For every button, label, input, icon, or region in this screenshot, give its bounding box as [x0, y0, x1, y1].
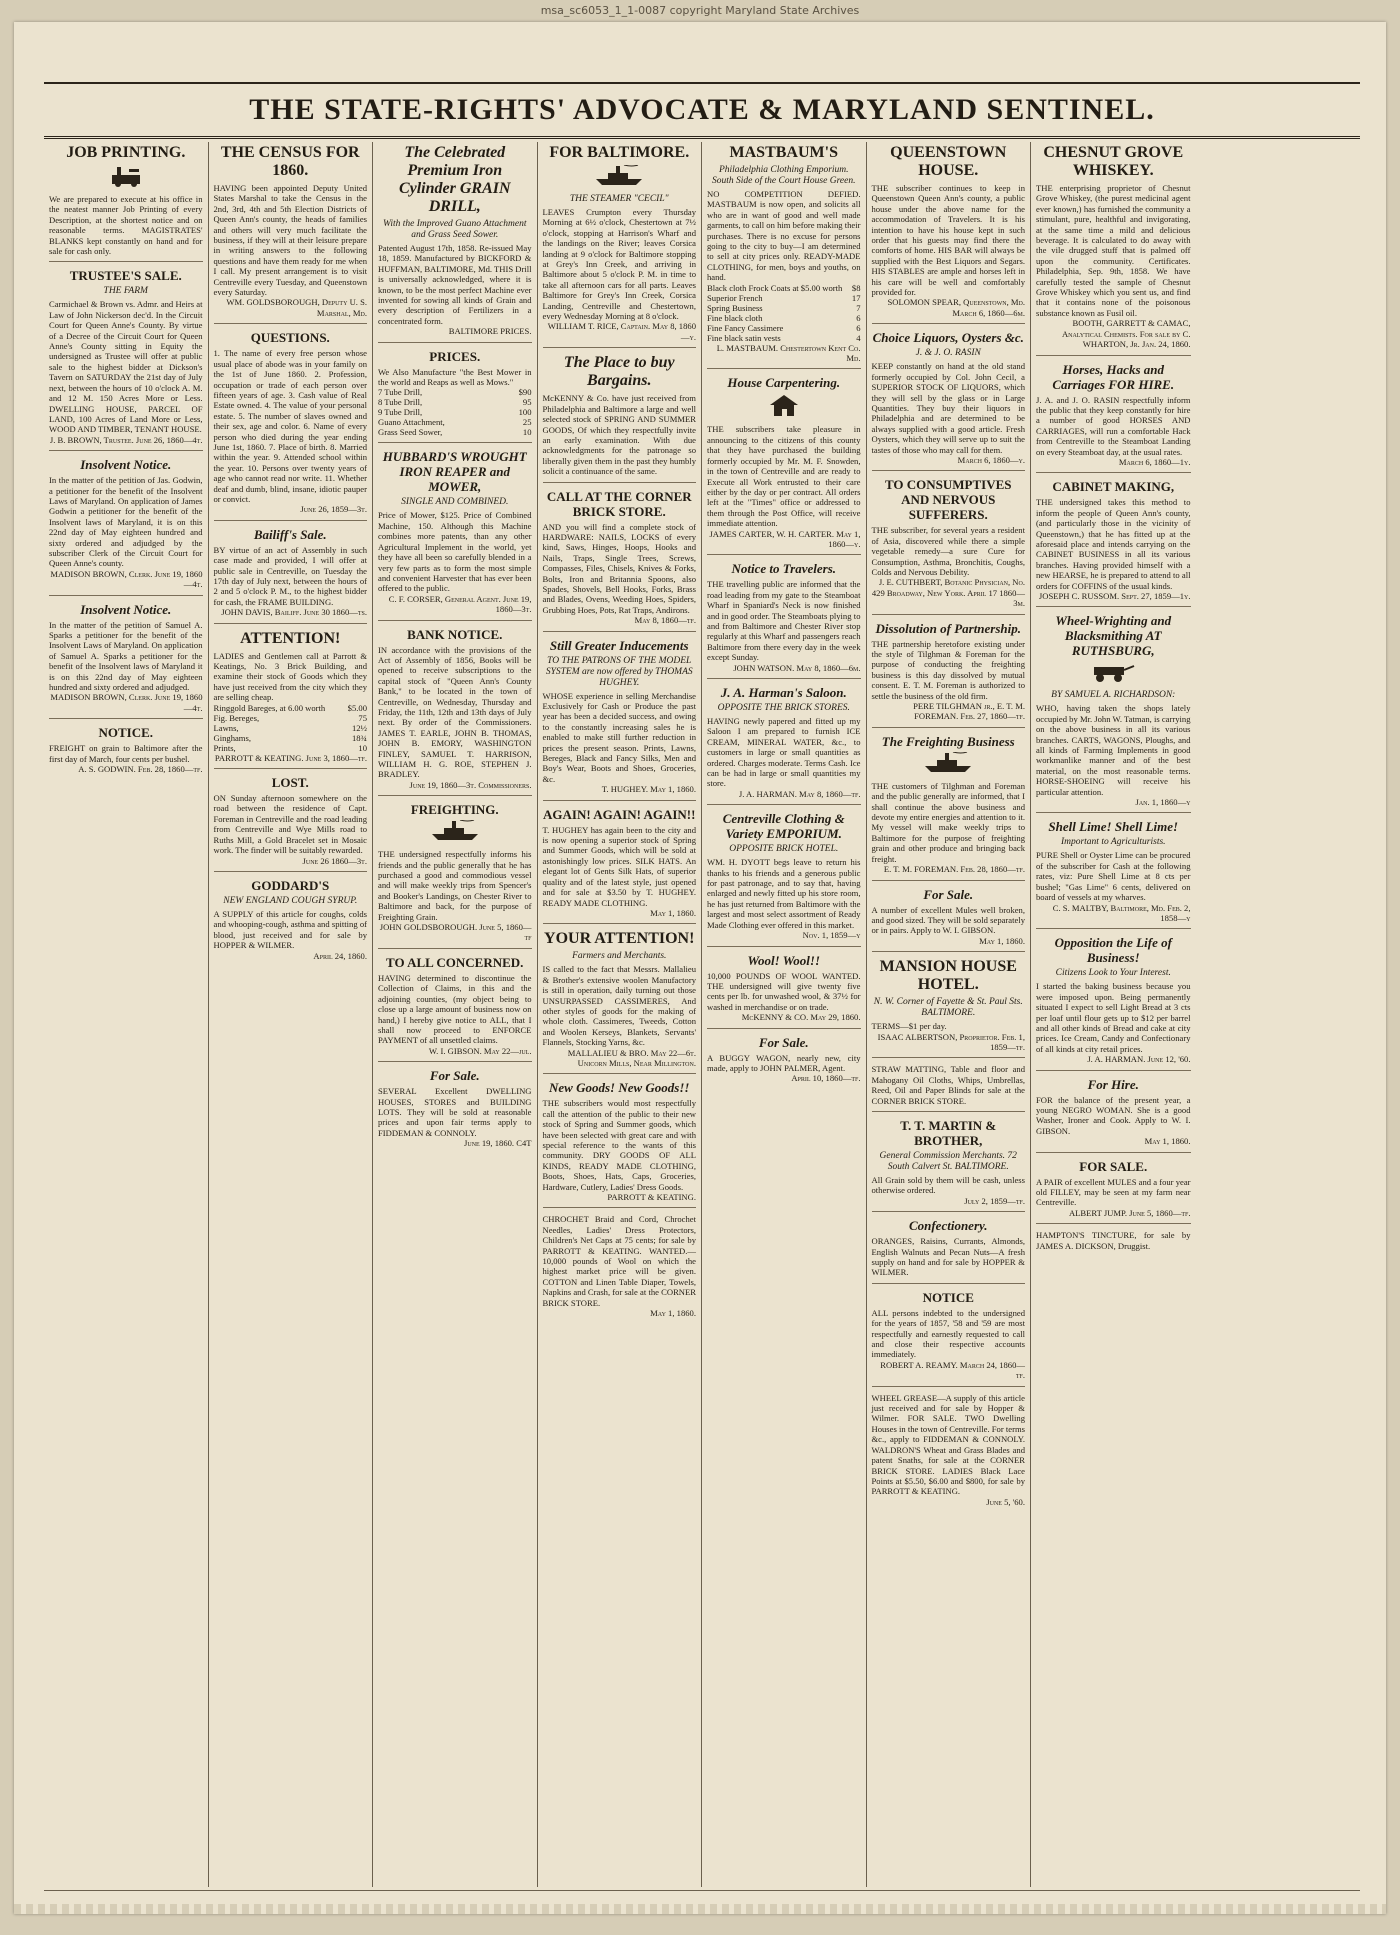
ad-heading: YOUR ATTENTION! [544, 930, 695, 948]
price-item: Grass Seed Sower, [378, 427, 443, 438]
advertisement [543, 638, 697, 801]
column-4 [538, 142, 703, 1887]
advertisement [378, 349, 532, 444]
advertisement [872, 1064, 1026, 1112]
advertisement [707, 953, 861, 1029]
advertisement [214, 330, 368, 521]
ad-body: SEVERAL Excellent DWELLING HOUSES, STORES and BUILDING LOTS. They will be sold at reasonable prices and upon fair terms apply to FIDDEMAN & CONNOLY. [378, 1086, 532, 1138]
ad-heading: The Freighting Business [881, 733, 1015, 749]
advertisement [707, 144, 861, 369]
ad-body: Patented August 17th, 1858. Re-issued May 18, 1859. Manufactured by BICKFORD & HUFFMAN, BALTIMORE, Md. THIS Drill is universally acknowledged, where it is known, to be the most perfect Machine ever invented for sowing all kinds of Grain and every description of Fertilizers in a concentrated form. [378, 243, 532, 326]
ad-body: HAVING been appointed Deputy United States Marshal to take the Census in the 2nd, 3rd, 4th and 5th Election Districts of Queen Ann's county, the heads of families and others will very much facilitate the business, if they will at their leisure prepare in writing answers to the following questions and have them ready for me when I call. My present arrangement is to visit Centreville every Tuesday, and Queenstown every Saturday. [213, 183, 367, 298]
advertisement [49, 602, 203, 720]
ad-heading: Confectionery. [908, 1218, 988, 1234]
ad-subheading: N. W. Corner of Fayette & St. Paul Sts. BALTIMORE. [873, 997, 1023, 1019]
ad-heading: Opposition the Life of Business! [1054, 935, 1172, 966]
ad-heading: Bailiff's Sale. [253, 526, 327, 542]
ad-signature: ALBERT JUMP. June 5, 1860—tf. [1068, 1207, 1191, 1218]
advertisement [707, 375, 861, 555]
advertisement [707, 685, 861, 805]
ad-signature: Nov. 1, 1859—y [802, 930, 861, 941]
price-row [214, 733, 368, 743]
ad-heading: Centreville Clothing & Variety EMPORIUM. [722, 811, 845, 842]
ad-subheading: BY SAMUEL A. RICHARDSON: [1051, 690, 1176, 701]
price-item: Superior French [707, 292, 763, 303]
ad-signature: C. S. MALTBY, Baltimore, Md. Feb. 2, 1858—y [1052, 902, 1191, 923]
ad-heading: CABINET MAKING, [1052, 479, 1175, 495]
price-item: Ginghams, [213, 732, 251, 743]
advertisement [1036, 1230, 1191, 1256]
price-item: Lawns, [213, 722, 239, 733]
ad-body: J. A. and J. O. RASIN respectfully inform the public that they keep constantly for hire a number of good HORSES AND CARRIAGES, will run a comfortable Hack from Centreville to the Steamboat Landing on every Steamboat day, at the usual rates. [1036, 394, 1191, 457]
price-row [707, 283, 861, 293]
advertisement [872, 734, 1026, 881]
price-list [378, 387, 532, 437]
ad-signature: JAMES CARTER, W. H. CARTER. May 1, 1860—y. [709, 528, 861, 549]
advertisement [872, 621, 1026, 728]
ad-heading: Shell Lime! Shell Lime! [1048, 819, 1179, 835]
ad-signature: JOHN DAVIS, Bailiff. June 30 1860—ts. [221, 607, 367, 618]
ad-body: THE subscribers would most respectfully call the attention of the public to their new stock of Spring and Summer goods, which have been selected with great care and with special reference to the wants of this community. DRY GOODS OF ALL KINDS, READY MADE CLOTHING, Boots, Shoes, Hats, Caps, Groceries, Hardware, Cutlery, Ladies' Dress Goods. [542, 1098, 696, 1192]
ad-body: PURE Shell or Oyster Lime can be procured of the subscriber for Cash at the following rates, viz: Pure Shell Lime at 8 cts per bushel; "Gas Lime" 6 cents, delivered on board of vessels at my wharves. [1036, 850, 1191, 903]
advertisement [1036, 819, 1191, 929]
ad-body: All Grain sold by them will be cash, unless otherwise ordered. [871, 1174, 1025, 1196]
ad-heading: FREIGHTING. [410, 802, 499, 818]
ad-signature: May 1, 1860. [650, 907, 696, 918]
ad-heading: Insolvent Notice. [80, 601, 172, 617]
ad-body: STRAW MATTING, Table and floor and Mahogany Oil Cloths, Whips, Umbrellas, Reed, Oil and Paper Blinds for sale at the CORNER BRICK STORE. [871, 1064, 1025, 1106]
ad-subheading: SINGLE AND COMBINED. [401, 497, 509, 508]
ad-signature: T. HUGHEY. May 1, 1860. [601, 784, 696, 795]
ad-signature: McKENNY & CO. May 29, 1860. [741, 1012, 861, 1023]
advertisement [378, 144, 532, 343]
advertisement [872, 477, 1026, 614]
ad-heading: J. A. Harman's Saloon. [720, 685, 847, 700]
ad-signature: BOOTH, GARRETT & CAMAC, Analytical Chemists. For sale by C. WHARTON, Jr. Jan. 24, 1860. [1061, 318, 1191, 350]
price-item: Fine Fancy Cassimere [707, 322, 784, 333]
ad-body: FOR the balance of the present year, a young NEGRO WOMAN. She is a good Washer, Ironer and Cook. Apply to W. I. GIBSON. [1036, 1094, 1191, 1136]
ad-signature: WILLIAM T. RICE, Captain. May 8, 1860—y. [547, 321, 696, 342]
ad-heading: For Sale. [923, 886, 974, 902]
ad-body: THE travelling public are informed that the road leading from my gate to the Steamboat Wharf in Spaniard's Neck is now finished and in good order. The Steamboats plying to and from Baltimore and Chester River stop regularly at this Wharf and passengers reach Baltimore from there every day in the week except Sunday. [707, 579, 861, 663]
advertisement [1036, 362, 1191, 474]
advertisement [49, 725, 203, 779]
ad-body: ON Sunday afternoon somewhere on the road between the residence of Capt. Foreman in Centreville and the road leading from Centreville and Wye Mills road to Ruths Mill, a Gold Bracelet set in Mosaic work. The finder will be suitably rewarded. [213, 793, 367, 856]
ad-body: IS called to the fact that Messrs. Mallalieu & Brother's extensive woolen Manufactory is still in operation, daily turning out those UNSURPASSED CASSIMERES, And other styles of goods for the making of whole cloth. Cassimeres, Tweeds, Cotton and Woolen Kerseys, Blankets, Servants' Flannels, Stocking Yarns, &c. [542, 964, 696, 1048]
ad-signature: MALLALIEU & BRO. May 22—6t. Unicorn Mills, Near Millington. [567, 1047, 696, 1068]
ad-signature: PARROTT & KEATING. June 3, 1860—tf. [214, 752, 367, 763]
ad-signature: May 1, 1860. [650, 1308, 696, 1319]
ad-body: LEAVES Crumpton every Thursday Morning at 6½ o'clock, Chestertown at 7½ o'clock, stopping at Harrison's Wharf and the landings on the River; leaves Corsica landing at 9 o'clock for Baltimore stopping at Grey's Inn Creek, and arriving in Baltimore about 5 o'clock P. M. in time to take all afternoon cars for all parts. Leaves Baltimore for Grey's Inn Creek, Corsica Landing, Centreville and Chestertown, every Wednesday Morning at 8 o'clock. [542, 207, 696, 322]
ad-body: A number of excellent Mules well broken, and good sized. They will be sold separately or in pairs. Apply to W. I. GIBSON. [871, 904, 1025, 936]
price-value: $8 [851, 282, 861, 293]
columns [44, 142, 1360, 1887]
price-value: 17 [851, 292, 861, 303]
price-row [707, 323, 861, 333]
advertisement [378, 627, 532, 797]
price-row [214, 713, 368, 723]
price-value: 7 [856, 302, 861, 313]
ad-heading: Horses, Hacks and Carriages FOR HIRE. [1052, 361, 1175, 392]
ad-body: Price of Mower, $125. Price of Combined Machine, 150. Although this Machine combines more patents, than any other Agricultural Implement in the world, yet they have all been so carefully blended in a very few parts as to form the most simple and convenient Harvester that has ever been offered to the public. [378, 510, 532, 594]
advertisement [214, 878, 368, 966]
advertisement [1036, 1159, 1191, 1225]
price-item: Black cloth Frock Coats at $5.00 worth [707, 282, 843, 293]
ad-heading: Dissolution of Partnership. [875, 620, 1022, 636]
ad-signature: March 6, 1860—y. [957, 454, 1025, 465]
ad-heading: For Sale. [429, 1068, 480, 1084]
ad-signature: April 24, 1860. [313, 950, 367, 961]
advertisement [1036, 479, 1191, 607]
ad-subheading: NEW ENGLAND COUGH SYRUP. [223, 895, 358, 906]
steamboat-icon [378, 820, 532, 847]
ad-heading: House Carpentering. [727, 375, 841, 391]
price-row [707, 333, 861, 343]
ad-subheading: J. & J. O. RASIN [915, 348, 981, 359]
advertisement [1036, 144, 1191, 356]
price-row [707, 303, 861, 313]
ad-signature: May 1, 1860. [1144, 1136, 1191, 1147]
ad-body: A SUPPLY of this article for coughs, colds and whooping-cough, asthma and spitting of blood, just received and for sale by HOPPER & WILMER. [213, 908, 367, 951]
ad-body: 10,000 POUNDS OF WOOL WANTED. THE undersigned will give twenty five cents per lb. for unwashed wool, & 37½ for washed in merchandise or on trade. [707, 970, 861, 1012]
ad-subheading: Farmers and Merchants. [572, 951, 667, 962]
ad-subheading: THE FARM [103, 286, 148, 297]
ad-heading: QUEENSTOWN HOUSE. [890, 144, 1007, 179]
price-value: 95 [522, 397, 532, 408]
ad-signature: SOLOMON SPEAR, Queenstown, Md. March 6, 1860—6m. [887, 297, 1025, 318]
ad-body: In the matter of the petition of Samuel A. Sparks a petitioner for the benefit of the Insolvent Laws of Maryland. On application of Samuel A. Sparks a petitioner for the benefit of the Insolvent laws of Maryland it is on this 22nd day of May eighteen hundred and sixty ordered and adjudged. [49, 619, 203, 693]
price-item: Ringgold Bareges, at 6.00 worth [213, 702, 326, 713]
ad-body: WHOSE experience in selling Merchandise Exclusively for Cash or Produce the past year has been a decided success, and owing to the constantly increasing sales he is enabled to make still further reduction in prices the present season. Prints, Lawns, Bereges, Black and Fancy Silks, Men and Boy's Wear, Boots and Shoes, Groceries, &c. [542, 690, 696, 784]
ad-body: McKENNY & Co. have just received from Philadelphia and Baltimore a large and well selected stock of SPRING AND SUMMER GOODS, Of which they respectfully invite an early examination. With due acknowledgments for the patronage so liberally given them in the past they humbly solicit a continuance of the same. [542, 393, 696, 477]
steamboat-icon [872, 752, 1026, 779]
price-row [214, 703, 368, 713]
ad-subheading: Citizens Look to Your Interest. [1055, 968, 1171, 979]
price-value: 18¾ [351, 732, 367, 743]
price-value: 10 [522, 427, 532, 438]
ad-body: I started the baking business because you were imposed upon. Being permanently situated I expect to sell Light Bread at 3 cts per loaf until flour gets up to $12 per barrel and all other kinds of Bread and cake at city prices. Ice Cream, Candy and Confectionary of all kinds at city retail prices. [1036, 981, 1191, 1054]
price-value: $90 [518, 387, 532, 398]
ad-body: In the matter of the petition of Jas. Godwin, a petitioner for the benefit of the Insolvent Laws of Maryland. On application of James Godwin a petitioner for the benefit of the Insolvent laws of Maryland, it is on this 22nd day of May eighteen hundred and sixty ordered and adjudged by the subscriber Clerk of the Circuit Court for Queen Anne's county. [49, 475, 203, 569]
ad-body: ORANGES, Raisins, Currants, Almonds, English Walnuts and Pecan Nuts—A fresh supply on hand and for sale by HOPPER & WILMER. [871, 1236, 1025, 1278]
printing-press-icon [49, 165, 203, 192]
ad-subheading: With the Improved Guano Attachment and Grass Seed Sower. [382, 219, 527, 240]
ad-signature: April 10, 1860—tf. [791, 1073, 861, 1084]
ad-heading: For Sale. [758, 1034, 809, 1050]
ad-signature: July 2, 1859—tf. [964, 1195, 1025, 1206]
ad-body: TERMS—$1 per day. [871, 1021, 947, 1032]
ad-signature: J. A. HARMAN. May 8, 1860—tf. [738, 788, 861, 799]
ad-body: ALL persons indebted to the undersigned for the years of 1857, '58 and '59 are most respectfully and earnestly requested to call and close their respective accounts immediately. [871, 1307, 1025, 1360]
ad-body: IN accordance with the provisions of the Act of Assembly of 1856, Books will be opened to receive subscriptions to the capital stock of "Queen Ann's County Bank," to be located in the town of Centreville, on Wednesday, Thursday and Friday, the 11th, 12th and 13th days of July next. By order of the Commissioners. JAMES T. EARLE, JOHN B. THOMAS, JOHN B. EMORY, WASHINGTON FINLEY, SAMUEL T. HARRISON, WILLIAM H. G. ROE, STEPHEN J. BRADLEY. [378, 644, 532, 780]
advertisement [872, 887, 1026, 953]
ad-heading: BANK NOTICE. [407, 626, 503, 642]
ad-body: LADIES and Gentlemen call at Parrott & Keatings, No. 3 Brick Building, and examine their stock of Goods which they have just received from the city which they are selling cheap. [213, 650, 367, 703]
price-value: 75 [358, 712, 367, 723]
advertisement [872, 1218, 1026, 1284]
ad-signature: JOHN WATSON. May 8, 1860—6m. [733, 662, 861, 673]
ad-signature: June 26 1860—3t. [302, 855, 367, 866]
ad-body: THE subscribers take pleasure in announcing to the citizens of this county that they have purchased the building formerly occupied by Mr. M. F. Snowden, in the town of Centreville and are ready to Execute all Work entrusted to their care either by the day or per contract. All orders left at the "Times" office or addressed to them through the Post Office, will receive immediate attention. [707, 424, 861, 529]
ad-body: T. HUGHEY has again been to the city and is now opening a superior stock of Spring and Summer Goods, which will be sold at astonishingly low prices. SILK HATS. An elegant lot of Gents Silk Hats, of superior quality and of the latest style, just opened and for sale at $3.50 by T. HUGHEY. READY MADE CLOTHING. [542, 824, 696, 908]
advertisement [872, 1290, 1026, 1387]
ad-body: NO COMPETITION DEFIED. MASTBAUM is now open, and solicits all who are in want of good and well made garments, to call on him before making their purchases. There is no excuse for persons going to the city to buy—I am determined to sell at city prices only. READY-MADE CLOTHING, for men, boys and youths, on hand. [707, 189, 861, 283]
advertisement [49, 144, 203, 262]
ad-heading: Insolvent Notice. [80, 457, 172, 473]
ad-signature: June 19, 1860—3t. Commissioners. [409, 779, 532, 790]
ad-signature: May 1, 1860. [979, 935, 1025, 946]
advertisement [214, 630, 368, 769]
column-5 [702, 142, 867, 1887]
ad-body: BY virtue of an act of Assembly in such case made and provided, I will offer at public sale in Centreville, on Tuesday the 17th day of July next, between the hours of 2 and 5 o'clock P. M., to the highest bidder for cash, the FRAME BUILDING. [213, 544, 367, 607]
ad-body: A PAIR of excellent MULES and a four year old FILLEY, may be seen at my farm near Centreville. [1036, 1176, 1191, 1208]
advertisement [543, 1214, 697, 1323]
price-item: Prints, [213, 742, 236, 753]
price-item: Spring Business [707, 302, 763, 313]
price-value: 12½ [351, 722, 367, 733]
ad-heading: The Place to buy Bargains. [563, 354, 675, 390]
advertisement [378, 802, 532, 949]
ad-subheading: Important to Agriculturists. [1060, 837, 1166, 848]
price-row [707, 293, 861, 303]
price-row [378, 387, 532, 397]
newspaper-title: THE STATE-RIGHTS' ADVOCATE & MARYLAND SENTINEL. [249, 93, 1155, 126]
price-item: 8 Tube Drill, [378, 397, 423, 408]
advertisement [872, 1118, 1026, 1212]
ad-body: THE subscriber continues to keep in Queenstown Queen Ann's county, a public house under the above name for the accommodation of Travelers. It is his intention to have his house kept in such order that his guests may find there the comforts of home. HIS BAR will always be supplied with the Best Liquors and Segars. HIS STABLES are ample and horses left in his care will be well and comfortably provided for. [871, 183, 1025, 298]
wagon-icon [1036, 661, 1191, 688]
price-item: 9 Tube Drill, [378, 407, 423, 418]
ad-heading: TRUSTEE'S SALE. [69, 268, 182, 284]
price-row [378, 397, 532, 407]
ad-signature: Jan. 1, 1860—y [1135, 797, 1191, 808]
price-item: Fig. Bereges, [213, 712, 260, 723]
ad-heading: THE CENSUS FOR 1860. [220, 144, 360, 179]
ad-heading: PRICES. [429, 348, 481, 364]
house-icon [707, 393, 861, 422]
price-row [214, 723, 368, 733]
price-row [707, 313, 861, 323]
price-value: 10 [358, 742, 367, 753]
advertisement [214, 775, 368, 872]
ad-heading: T. T. MARTIN & BROTHER, [900, 1117, 997, 1148]
price-item: Fine black cloth [707, 312, 763, 323]
ad-body: WM. H. DYOTT begs leave to return his thanks to his friends and a generous public for past patronage, and to say that, having enlarged and newly fitted up his store room, he has just returned from Baltimore with the largest and most select assortment of Ready Made Clothing ever offered in this market. [707, 857, 861, 930]
price-item: 7 Tube Drill, [378, 387, 423, 398]
ad-signature: W. I. GIBSON. May 22—jul. [428, 1045, 532, 1056]
ad-heading: Still Greater Inducements [549, 637, 689, 653]
ad-signature: MADISON BROWN, Clerk. June 19, 1860—4t. [50, 692, 203, 713]
ad-subheading: Philadelphia Clothing Emporium. South Side of the Court House Green. [712, 165, 856, 186]
price-value: 4 [856, 332, 861, 343]
ad-body: THE undersigned respectfully informs his friends and the public generally that he has purchased a good and commodious vessel and will make weekly trips from Spencer's and Booker's Landings, on Chester River to Baltimore and back, for the purpose of Freighting Grain. [378, 849, 532, 922]
ad-heading: QUESTIONS. [250, 330, 330, 346]
ad-signature: PARROTT & KEATING. [607, 1192, 696, 1203]
archive-copyright-line: msa_sc6053_1_1-0087 copyright Maryland State Archives [540, 4, 860, 17]
ad-signature: June 26, 1859—3t. [300, 504, 367, 515]
ad-signature: C. F. CORSER, General Agent. June 19, 1860—3t. [388, 593, 532, 615]
ad-heading: Choice Liquors, Oysters &c. [872, 330, 1024, 346]
ad-body: THE subscriber, for several years a resident of Asia, discovered while there a simple vegetable remedy—a sure Cure for Consumption, Asthma, Bronchitis, Coughs, Colds and Nervous Debility. [871, 525, 1025, 577]
ad-heading: NOTICE. [98, 725, 154, 741]
advertisement [872, 144, 1026, 324]
price-item: Fine black satin vests [707, 332, 781, 343]
ad-subheading: General Commission Merchants. 72 South Calvert St. BALTIMORE. [879, 1150, 1017, 1172]
ad-heading: Wool! Wool!! [747, 952, 821, 968]
ad-heading: HUBBARD'S WROUGHT IRON REAPER and MOWER, [382, 449, 527, 495]
ad-body: We are prepared to execute at his office in the neatest manner Job Printing of every Description, at the shortest notice and on reasonable terms. MAGISTRATES' BLANKS kept constantly on hand and for sale for cash only. [49, 194, 203, 257]
advertisement [707, 561, 861, 679]
advertisement [872, 958, 1026, 1058]
ad-signature: June 5, '60. [986, 1496, 1025, 1507]
ad-heading: New Goods! New Goods!! [549, 1080, 690, 1096]
advertisement [49, 457, 203, 595]
ad-body: HAMPTON'S TINCTURE, for sale by JAMES A. DICKSON, Druggist. [1036, 1230, 1191, 1251]
ad-signature: ISAAC ALBERTSON, Proprietor. Feb. 1, 1859—tf. [877, 1031, 1025, 1052]
ad-body: WHO, having taken the shops lately occupied by Mr. John W. Tatman, is carrying on the above business in all its various branches. CARTS, WAGONS, Ploughs, and all kinds of Farming Implements in good workmanlike manner and of the best material, on the most reasonable terms. HORSE-SHOEING will receive his particular attention. [1036, 703, 1191, 797]
ad-heading: For Hire. [1087, 1076, 1139, 1092]
steamboat-icon [543, 165, 697, 192]
ad-body: FREIGHT on grain to Baltimore after the first day of March, four cents per bushel. [49, 743, 203, 764]
price-value: 25 [522, 417, 532, 428]
ad-heading: Wheel-Wrighting and Blacksmithing AT RUTHSBURG, [1055, 613, 1172, 659]
advertisement [543, 807, 697, 925]
ad-signature: MADISON BROWN, Clerk. June 19, 1860—4t. [50, 568, 203, 590]
ad-signature: June 19, 1860. C4T [464, 1138, 532, 1149]
ad-heading: AGAIN! AGAIN! AGAIN!! [543, 806, 696, 822]
masthead [44, 82, 1360, 139]
ad-heading: JOB PRINTING. [66, 144, 186, 161]
advertisement [707, 1035, 861, 1089]
ad-signature: JOSEPH C. RUSSOM. Sept. 27, 1859—1y. [1038, 591, 1191, 601]
ad-body: HAVING determined to discontinue the Collection of Claims, in this and the adjoining counties, (my object being to close up a large amount of business now on hand,) I hereby give notice to ALL, that I shall now proceed to ENFORCE PAYMENT of all unsettled claims. [378, 972, 532, 1046]
ad-body: A BUGGY WAGON, nearly new, city made, apply to JOHN PALMER, Agent. [707, 1052, 861, 1073]
price-value: $5.00 [347, 702, 367, 713]
advertisement [1036, 613, 1191, 813]
ad-heading: CALL AT THE CORNER BRICK STORE. [546, 488, 692, 519]
advertisement [1036, 1077, 1191, 1153]
ad-signature: J. E. CUTHBERT, Botanic Physician, No. 429 Broadway, New York. April 17 1860—3m. [871, 577, 1025, 609]
price-row [378, 427, 532, 437]
column-2 [209, 142, 374, 1887]
ad-signature: March 6, 1860—1y. [1118, 456, 1191, 467]
ad-heading: FOR BALTIMORE. [549, 144, 690, 161]
advertisement [543, 1080, 697, 1208]
ad-body: HAVING newly papered and fitted up my Saloon I am prepared to furnish ICE CREAM, MINERAL WATER, &c., to customers in large or small quantities as ordered. Charges moderate. Terms Cash. Ice can be had in large or small quantities my store. [707, 716, 861, 789]
advertisement [707, 811, 861, 946]
advertisement [378, 449, 532, 620]
ad-signature: J. A. HARMAN. June 12, '60. [1087, 1054, 1191, 1065]
advertisement [543, 489, 697, 632]
ad-body: We Also Manufacture "the Best Mower in the world and Reaps as well as Mows." [378, 366, 532, 388]
ad-body: 1. The name of every free person whose usual place of abode was in your family on the 1st of June 1860. 2. Profession, occupation or trade of each person over fifteen years of age. 3. Cash value of Real Estate owned. 4. The value of your personal estate. 5. The number of slaves owned and their sex, age and color. 6. Name of every person who died during the year ending June 1st, 1860. 7. Place of birth. 8. Married within the year. 9. Attended school within the year. 10. Persons over twenty years of age who cannot read nor write. 11. Whether deaf and dumb, blind, insane, idiotic pauper or convict. [213, 348, 367, 504]
price-value: 100 [518, 407, 532, 418]
ad-heading: NOTICE [922, 1289, 974, 1305]
price-row [378, 417, 532, 427]
ad-heading: CHESNUT GROVE WHISKEY. [1043, 144, 1184, 179]
advertisement [872, 1393, 1026, 1512]
ad-heading: GODDARD'S [251, 877, 330, 893]
ad-signature: ROBERT A. REAMY. March 24, 1860—tf. [880, 1359, 1025, 1381]
price-value: 6 [856, 322, 861, 333]
ad-signature: PERE TILGHMAN jr., E. T. M. FOREMAN. Feb. 27, 1860—tf. [913, 701, 1025, 722]
ad-signature: May 8, 1860—tf. [634, 615, 696, 626]
ad-body: AND you will find a complete stock of HARDWARE: NAILS, LOCKS of every kind, Saws, Hinges, Hoops, Hooks and Nails, Traps, Single Trees, Screws, Compasses, Files, Chisels, Knives & Forks, Bolts, Iron and Britannia Spoons, also Spades, Shovels, Bell Hooks, Forks, Brass and Blades, Ovens, Weeding Hoes, Spiders, Grubbing Hoes, Pots, Rat Traps, Andirons. [542, 521, 696, 615]
ad-heading: ATTENTION! [240, 629, 341, 647]
price-list [214, 703, 368, 753]
ad-subheading: TO THE PATRONS OF THE MODEL SYSTEM are now offered by THOMAS HUGHEY. [545, 655, 693, 688]
ad-signature: A. S. GODWIN. Feb. 28, 1860—tf. [78, 764, 203, 775]
ad-body: KEEP constantly on hand at the old stand formerly occupied by Col. John Cecil, a SUPERIOR STOCK OF LIQUORS, which they will sell by the glass or in Large Quantities. They buy their liquors in Philadelphia and are determined to be always supplied with a good article. Fresh Oysters, which they will serve up to suit the tastes of those who may call for them. [871, 361, 1025, 455]
advertisement [378, 1068, 532, 1153]
ad-signature: L. MASTBAUM. Chestertown Kent Co. Md. [716, 342, 861, 364]
advertisement [1036, 935, 1191, 1070]
column-3 [373, 142, 538, 1887]
price-item: Guano Attachment, [378, 417, 445, 428]
ad-signature: J. B. BROWN, Trustee. June 26, 1860—4t. [49, 434, 203, 445]
ad-heading: The Celebrated Premium Iron Cylinder GRAIN DRILL, [398, 144, 511, 215]
torn-edge [14, 1904, 1386, 1914]
column-7 [1031, 142, 1196, 1887]
ad-body: THE enterprising proprietor of Chesnut Grove Whiskey, (the purest medicinal agent ever known,) has furnished the community a stimulant, pure, healthful and invigorating, at the same time a mild and delicious beverage. It is calculated to do away with the vile drugged stuff that is palmed off upon the community. Certificates. Philadelphia, Sep. 9th, 1858. We have carefully tested the sample of Chesnut Grove Whiskey which you sent us, and find that it contains none of the poisonous substance known as Fusil oil. [1036, 183, 1191, 318]
ad-heading: MASTBAUM'S [729, 144, 838, 161]
ad-body: Carmichael & Brown vs. Admr. and Heirs at Law of John Nickerson dec'd. In the Circuit Court for Queen Anne's County. By virtue of a Decree of the Circuit Court for Queen Anne's County sitting in Equity the undersigned as Trustee will offer at public sale to the highest bidder at Dickson's Tavern on SATURDAY the 21st day of July next, between the hours of 10 o'clock A. M. and 12 M. 150 Acres More or Less. DWELLING HOUSE, PARCEL OF LAND, 100 Acres of Land More or Less, WOOD AND TIMBER, TENANT HOUSE. [49, 299, 203, 435]
ad-subheading: OPPOSITE THE BRICK STORES. [717, 703, 850, 713]
advertisement [543, 930, 697, 1074]
price-row [214, 743, 368, 753]
ad-heading: FOR SALE. [1079, 1158, 1148, 1174]
ad-signature: WM. GOLDSBOROUGH, Deputy U. S. Marshal, Md. [226, 297, 367, 318]
ad-heading: TO CONSUMPTIVES AND NERVOUS SUFFERERS. [884, 477, 1012, 523]
column-1 [44, 142, 209, 1887]
advertisement [543, 354, 697, 482]
ad-body: WHEEL GREASE—A supply of this article just received and for sale by Hopper & Wilmer. FOR SALE. TWO Dwelling Houses in the town of Centreville. For terms &c., apply to FIDDEMAN & CONNOLY. WALDRON'S Wheat and Grass Blades and patent Snaths, for sale at the CORNER BRICK STORE. LADIES Black Lace Points at $5.50, $6.00 and $800, for sale by PARROTT & KEATING. [871, 1392, 1025, 1497]
column-6 [867, 142, 1032, 1887]
advertisement [543, 144, 697, 348]
ad-body: CHROCHET Braid and Cord, Chrochet Needles, Ladies' Dress Protectors, Children's Net Caps at 75 cents; for sale by PARROTT & KEATING. WANTED.—10,000 pounds of Wool on which the highest market price will be given. COTTON and Linen Table Diaper, Towels, Napkins and Crash, for sale at the CORNER BRICK STORE. [542, 1214, 696, 1308]
ad-heading: TO ALL CONCERNED. [386, 954, 524, 970]
advertisement [49, 268, 203, 451]
advertisement [378, 955, 532, 1062]
ad-subheading: OPPOSITE BRICK HOTEL. [729, 844, 839, 855]
ad-body: THE undersigned takes this method to inform the people of Queen Ann's county, (and particularly those in the vicinity of Queenstown,) that he has fitted up at the aforesaid place and intends carrying on the CABINET BUSINESS in all its various branches. Having provided himself with a new HEARSE, he is prepared to attend to all orders for COFFINS of the usual kinds. [1036, 497, 1191, 591]
ad-signature: E. T. M. FOREMAN. Feb. 28, 1860—tf. [883, 864, 1025, 875]
newspaper-page [14, 22, 1386, 1914]
ad-heading: Notice to Travelers. [731, 561, 837, 577]
ad-subheading: THE STEAMER "CECIL" [569, 194, 669, 204]
ad-body: THE partnership heretofore existing under the style of Tilghman & Foreman for the purpose of conducting the freighting business is this day dissolved by mutual consent. E. T. M. Foreman is authorized to settle the business of the old firm. [871, 638, 1025, 701]
price-list [707, 283, 861, 343]
bottom-rule [44, 1890, 1360, 1891]
price-row [378, 407, 532, 417]
ad-heading: LOST. [271, 775, 309, 791]
advertisement [872, 330, 1026, 471]
price-value: 6 [856, 312, 861, 323]
ad-signature: BALTIMORE PRICES. [448, 326, 532, 337]
ad-heading: MANSION HOUSE HOTEL. [879, 958, 1017, 994]
advertisement [214, 527, 368, 624]
ad-signature: JOHN GOLDSBOROUGH. June 5, 1860—tf [379, 922, 532, 943]
ad-body: THE customers of Tilghman and Foreman and the public generally are informed, that I shall continue the above business and devote my entire energies and attention to it. My vessel will make weekly trips to Baltimore for the purpose of freighting grain and other produce and bringing back freight. [871, 780, 1025, 864]
advertisement [214, 144, 368, 324]
